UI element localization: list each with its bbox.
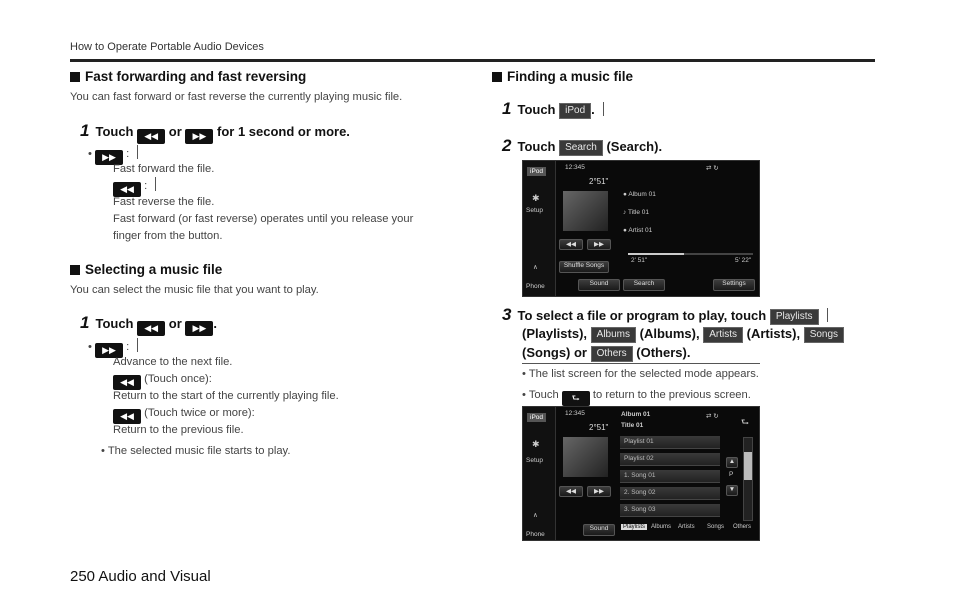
step-touch: Touch xyxy=(517,102,556,117)
list-title: Title 01 xyxy=(621,422,644,429)
ff-item: • ▶▶ : xyxy=(88,145,138,165)
step-touch: Touch xyxy=(95,316,134,331)
rewind-icon: ◀◀ xyxy=(137,129,165,144)
sel-bullet-text: The selected music file starts to play. xyxy=(107,445,291,457)
artist-text: Artist 01 xyxy=(628,227,653,234)
step-number: 1 xyxy=(80,313,90,332)
sel-rw-twice-desc: Return to the previous file. xyxy=(113,424,244,436)
bullet-2-rest: to return to the previous screen. xyxy=(592,389,751,401)
find-step-2 xyxy=(502,136,662,157)
shuffle-repeat-icon[interactable]: ⇄ ↻ xyxy=(706,413,719,420)
sound-button[interactable]: Sound xyxy=(578,279,620,291)
step-3-text: To select a file or program to play, touch xyxy=(517,308,767,323)
shuffle-songs-button[interactable]: Shuffle Songs xyxy=(559,261,609,273)
divider-line xyxy=(603,102,604,116)
step-number: 1 xyxy=(502,99,512,118)
progress-bar[interactable] xyxy=(628,253,753,255)
tab-artists[interactable]: Artists xyxy=(678,524,695,530)
fast-forward-icon: ▶▶ xyxy=(95,343,123,358)
ff-section-title xyxy=(70,69,306,84)
scrollbar[interactable] xyxy=(743,437,753,521)
find-step-3-line3 xyxy=(522,343,760,364)
artists-button[interactable]: Artists xyxy=(703,327,743,343)
album-name: ● Album 01 xyxy=(623,191,656,198)
ipod-source-label[interactable]: iPod xyxy=(527,413,546,422)
fast-forward-icon: ▶▶ xyxy=(185,129,213,144)
elapsed-time: 2°51" xyxy=(589,423,609,432)
prev-button[interactable]: ◀◀ xyxy=(559,239,583,250)
back-icon[interactable]: ⮑ xyxy=(741,417,750,427)
title-text: Title 01 xyxy=(627,209,650,216)
step-or: or xyxy=(168,124,182,139)
page-footer: 250 Audio and Visual xyxy=(70,568,211,585)
page-letter: P xyxy=(729,471,734,478)
play-position: 2' 51" xyxy=(631,257,648,264)
albums-text: (Albums), xyxy=(639,326,700,341)
rw-twice-label: (Touch twice or more): xyxy=(144,407,255,419)
tab-songs[interactable]: Songs xyxy=(707,524,725,530)
artist-name: ● Artist 01 xyxy=(623,227,653,234)
tab-others[interactable]: Others xyxy=(733,524,752,530)
square-bullet-icon xyxy=(492,72,502,82)
tab-albums[interactable]: Albums xyxy=(651,524,672,530)
sel-intro: You can select the music file that you want to play. xyxy=(70,284,319,296)
divider-line xyxy=(827,308,828,322)
step-number: 3 xyxy=(502,305,512,324)
next-button[interactable]: ▶▶ xyxy=(587,486,611,497)
ff-desc: Fast forward the file. xyxy=(113,163,215,175)
step-end: (Search). xyxy=(606,139,663,154)
album-text: Album 01 xyxy=(628,191,656,198)
ipod-source-label[interactable]: iPod xyxy=(527,167,546,176)
screen-search-button[interactable]: Search xyxy=(623,279,665,291)
tab-playlists[interactable]: Playlists xyxy=(623,524,646,530)
rewind-icon: ◀◀ xyxy=(113,182,141,197)
step-rest: for 1 second or more. xyxy=(217,124,350,139)
title-name: ♪ Title 01 xyxy=(623,209,650,216)
step-end: . xyxy=(591,102,595,117)
setup-label[interactable]: Setup xyxy=(526,457,543,464)
songs-text: (Songs) or xyxy=(522,345,587,360)
square-bullet-icon xyxy=(70,72,80,82)
playlists-button[interactable]: Playlists xyxy=(770,309,819,325)
ipod-button[interactable]: iPod xyxy=(559,103,591,119)
find-step-3 xyxy=(502,305,828,326)
scrollbar-thumb[interactable] xyxy=(744,452,752,480)
step3-bullet-2: • Touch ⮑ to return to the previous screen. xyxy=(522,387,751,406)
find-title-text: Finding a music file xyxy=(507,69,634,84)
header-rule xyxy=(70,59,875,62)
square-bullet-icon xyxy=(70,265,80,275)
step-or: or xyxy=(168,316,182,331)
phone-label[interactable]: Phone xyxy=(526,531,545,538)
rw-once-label: (Touch once): xyxy=(144,373,212,385)
sel-bullet: • The selected music file starts to play. xyxy=(101,445,291,457)
list-item[interactable]: 2. Song 02 xyxy=(620,487,720,500)
rewind-icon: ◀◀ xyxy=(113,375,141,390)
step-touch: Touch xyxy=(95,124,134,139)
bluetooth-icon[interactable]: ✱ xyxy=(532,439,540,449)
settings-button[interactable]: Settings xyxy=(713,279,755,291)
progress-fill xyxy=(628,253,684,255)
page-header: How to Operate Portable Audio Devices xyxy=(70,41,264,53)
prev-button[interactable]: ◀◀ xyxy=(559,486,583,497)
back-icon: ⮑ xyxy=(562,391,590,406)
setup-label[interactable]: Setup xyxy=(526,207,543,214)
page-up-button[interactable]: ▲ xyxy=(726,457,738,468)
ff-note: Fast forward (or fast reverse) operates until you release your finger from the button. xyxy=(113,213,414,242)
rewind-icon: ◀◀ xyxy=(113,409,141,424)
others-text: (Others). xyxy=(636,345,691,360)
divider-line xyxy=(155,177,156,191)
sel-ff-item: • ▶▶ : xyxy=(88,338,138,358)
page-down-button[interactable]: ▼ xyxy=(726,485,738,496)
divider-line xyxy=(137,145,138,159)
list-item[interactable]: 3. Song 03 xyxy=(620,504,720,517)
sel-section-title xyxy=(70,262,222,277)
next-button[interactable]: ▶▶ xyxy=(587,239,611,250)
step-end: . xyxy=(213,316,217,331)
divider-line xyxy=(137,338,138,352)
find-section-title xyxy=(492,69,633,84)
ff-step-1 xyxy=(80,121,350,144)
list-item[interactable]: 1. Song 01 xyxy=(620,470,720,483)
songs-button[interactable]: Songs xyxy=(804,327,844,343)
artists-text: (Artists), xyxy=(746,326,801,341)
clock: 12:345 xyxy=(565,164,585,171)
elapsed-time: 2°51" xyxy=(589,177,609,186)
albums-button[interactable]: Albums xyxy=(591,327,636,343)
sel-title-text: Selecting a music file xyxy=(85,262,223,277)
others-button[interactable]: Others xyxy=(591,346,633,362)
bullet-1-text: The list screen for the selected mode appears. xyxy=(528,368,759,380)
now-playing-screen xyxy=(522,160,760,297)
sound-button[interactable]: Sound xyxy=(583,524,615,536)
find-step-1 xyxy=(502,99,604,120)
search-button[interactable]: Search xyxy=(559,140,603,156)
phone-label[interactable]: Phone xyxy=(526,283,545,290)
clock: 12:345 xyxy=(565,410,585,417)
playlists-text: (Playlists), xyxy=(522,326,588,341)
bluetooth-icon[interactable]: ✱ xyxy=(532,193,540,203)
up-arrow-icon[interactable]: ∧ xyxy=(533,512,538,519)
album-art xyxy=(563,191,608,231)
sel-rw-once-desc: Return to the start of the currently playing file. xyxy=(113,390,339,402)
step-number: 1 xyxy=(80,121,90,140)
bullet-2-touch: Touch xyxy=(528,389,559,401)
list-item[interactable]: Playlist 02 xyxy=(620,453,720,466)
rw-desc: Fast reverse the file. xyxy=(113,196,215,208)
step-number: 2 xyxy=(502,136,512,155)
shuffle-repeat-icon[interactable]: ⇄ ↻ xyxy=(706,165,719,172)
rw-item: ◀◀ : xyxy=(113,177,156,197)
album-art xyxy=(563,437,608,477)
list-album: Album 01 xyxy=(621,411,651,418)
list-item[interactable]: Playlist 01 xyxy=(620,436,720,449)
ff-title-text: Fast forwarding and fast reversing xyxy=(85,69,307,84)
fast-forward-icon: ▶▶ xyxy=(185,321,213,336)
ff-intro: You can fast forward or fast reverse the currently playing music file. xyxy=(70,91,403,103)
step-touch: Touch xyxy=(517,139,556,154)
sel-ff-desc: Advance to the next file. xyxy=(113,356,233,368)
screen-sidebar xyxy=(523,407,556,540)
duration: 5' 22" xyxy=(735,257,752,264)
rewind-icon: ◀◀ xyxy=(137,321,165,336)
sel-step-1 xyxy=(80,313,217,336)
fast-forward-icon: ▶▶ xyxy=(95,150,123,165)
list-screen xyxy=(522,406,760,541)
screen-sidebar xyxy=(523,161,556,296)
up-arrow-icon[interactable]: ∧ xyxy=(533,264,538,271)
find-step-3-line2 xyxy=(522,324,844,344)
step3-bullet-1: • The list screen for the selected mode appears. xyxy=(522,368,759,380)
